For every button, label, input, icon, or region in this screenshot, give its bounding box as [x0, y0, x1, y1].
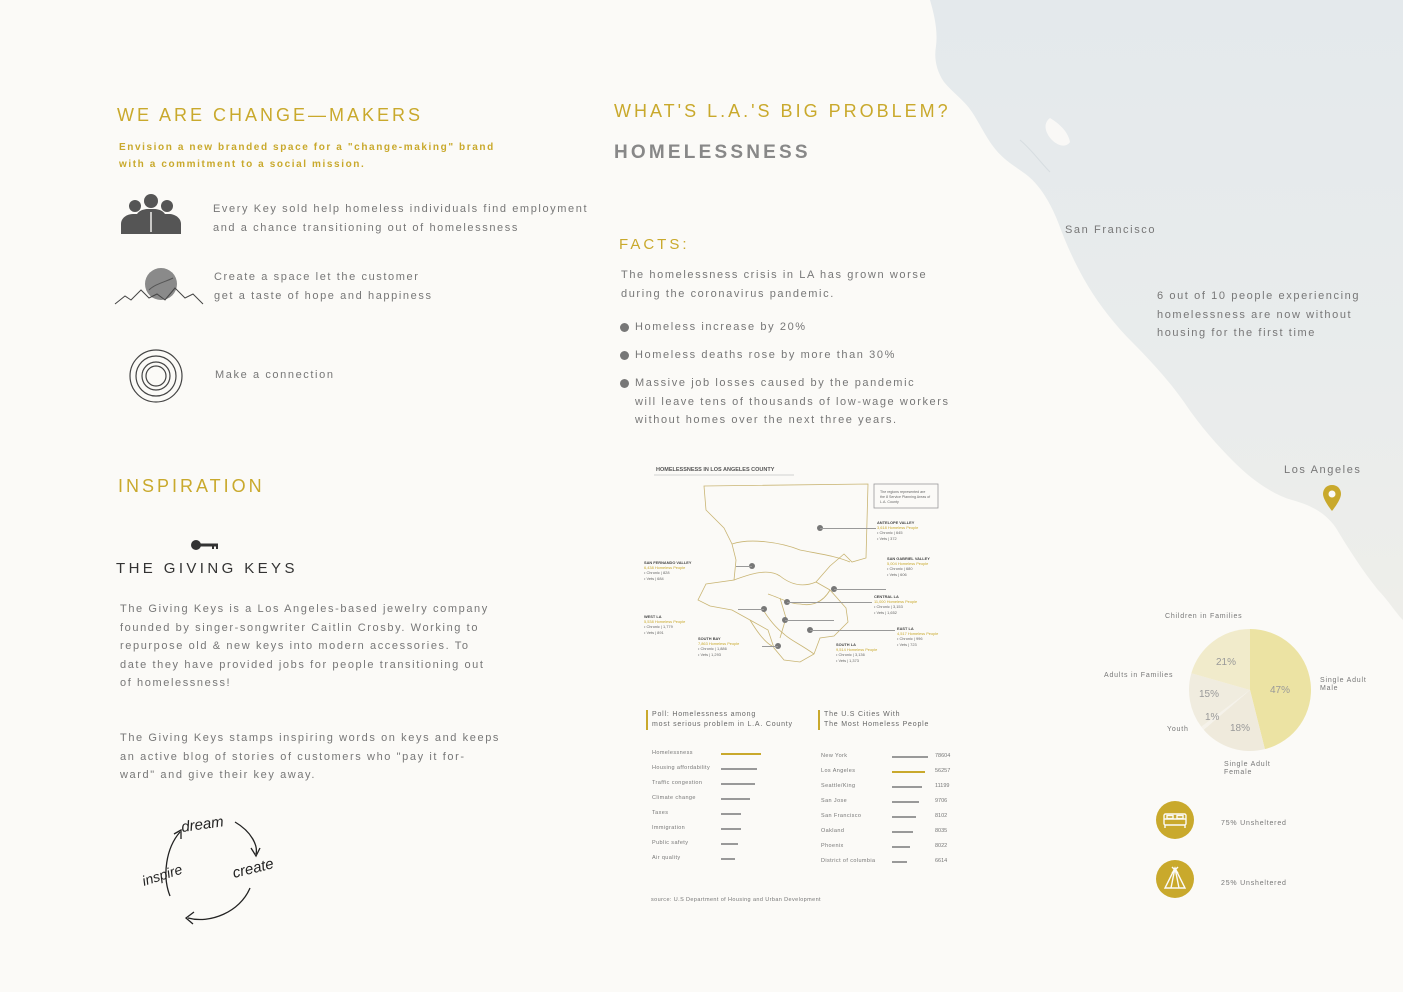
- region-vets: • Vets | 1,652: [874, 609, 897, 615]
- tent-icon: [1156, 860, 1194, 898]
- unsheltered-75: 75% Unsheltered: [1221, 820, 1287, 827]
- region-vets: • Vets | 684: [644, 575, 664, 581]
- label-line: Male: [1320, 685, 1339, 692]
- region-chronic: • Chronic | 645: [877, 530, 903, 536]
- cycle-word-top: dream: [180, 813, 225, 836]
- city-row-label: San Francisco: [821, 813, 862, 819]
- region-vets: • Vets | 891: [644, 629, 664, 635]
- region-people: 11,000 Homeless People: [874, 599, 918, 605]
- city-row-label: Los Angeles: [821, 768, 856, 774]
- point-connection: [215, 366, 335, 385]
- sf-label: San Francisco: [1065, 224, 1157, 236]
- para-line: repurpose old & new keys into modern accessories. To: [120, 640, 470, 652]
- city-row-bar: [892, 831, 913, 833]
- region-chronic: • Chronic | 1,886: [698, 646, 727, 652]
- region-vets: • Vets | 1,373: [836, 657, 859, 663]
- region-people: 5,004 Homeless People: [887, 561, 929, 567]
- region-people: 3,618 Homeless People: [877, 525, 919, 531]
- city-row-label: District of columbia: [821, 858, 876, 864]
- facts-line: during the coronavirus pandemic.: [621, 287, 835, 300]
- region-chronic: • Chronic | 3,153: [874, 604, 903, 610]
- homelessness-title: HOMELESSNESS: [614, 142, 811, 163]
- poll-title-line: most serious problem in L.A. County: [652, 721, 793, 728]
- label-line: Single Adult: [1224, 761, 1271, 768]
- region-name: EAST LA: [897, 626, 914, 631]
- city-row-bar: [892, 846, 910, 848]
- stat-line: homelessness are now without: [1157, 308, 1353, 321]
- para-line: The Giving Keys is a Los Angeles-based jewelry company: [120, 603, 489, 615]
- region-vets: • Vets | 606: [887, 571, 907, 577]
- map-region-label: [897, 626, 938, 647]
- pie-label-youth: Youth: [1167, 726, 1189, 733]
- region-vets: • Vets | 1,293: [698, 651, 721, 657]
- poll-row-bar: [721, 843, 738, 845]
- mountain-sun-icon: [113, 264, 205, 308]
- map-leader-line: [785, 620, 834, 621]
- region-name: ANTELOPE VALLEY: [877, 520, 915, 525]
- map-region-label: [836, 642, 877, 663]
- city-row-value: 9706: [935, 798, 948, 804]
- city-row-bar: [892, 861, 907, 863]
- pie-pct-adults: 15%: [1199, 689, 1220, 700]
- map-title: HOMELESSNESS IN LOS ANGELES COUNTY: [656, 467, 775, 473]
- poll-row-label: Public safety: [652, 840, 689, 846]
- city-row-label: Seattle/King: [821, 783, 856, 789]
- para-line: The Giving Keys stamps inspiring words on keys and keeps: [120, 732, 501, 744]
- poll-row-label: Climate change: [652, 795, 696, 801]
- map-leader-line: [738, 609, 764, 610]
- giving-keys-paragraph-2: [120, 729, 500, 785]
- region-chronic: • Chronic | 1,779: [644, 624, 673, 630]
- giving-keys-brand: THE GIVING KEYS: [116, 560, 298, 577]
- city-row-label: New York: [821, 753, 848, 759]
- fact-bullet: [620, 318, 950, 337]
- pie-label-male: [1320, 677, 1367, 693]
- para-line: ward" and give their key away.: [120, 769, 316, 781]
- stat-line: 6 out of 10 people experiencing: [1157, 290, 1361, 302]
- label-line: Single Adult: [1320, 677, 1367, 684]
- bullet-line: without homes over the next three years.: [635, 414, 898, 426]
- poll-row-label: Homelessness: [652, 750, 693, 756]
- cycle-word-right: create: [230, 855, 276, 882]
- legend-line: The regions represented are: [880, 490, 926, 494]
- poll-row-label: Housing affordability: [652, 765, 711, 771]
- region-people: 4,517 Homeless People: [897, 631, 939, 637]
- bullet-dot: [620, 351, 629, 360]
- region-chronic: • Chronic | 3,136: [836, 652, 865, 658]
- location-pin-icon: [1322, 484, 1342, 512]
- region-people: 6,438 Homeless People: [644, 565, 686, 571]
- cities-title: [818, 710, 929, 730]
- map-leader-line: [787, 602, 872, 603]
- bullet-dot: [620, 379, 629, 388]
- key-icon: [190, 538, 220, 552]
- cycle-word-left: inspire: [140, 860, 185, 889]
- poll-title: [646, 710, 793, 730]
- region-name: CENTRAL LA: [874, 594, 899, 599]
- poll-row-bar: [721, 828, 741, 830]
- point-hope: [214, 268, 433, 305]
- city-row-bar: [892, 801, 919, 803]
- giving-keys-paragraph-1: [120, 600, 489, 693]
- para-line: date they have provided jobs for people transitioning out: [120, 658, 485, 671]
- fact-bullet: [620, 346, 950, 365]
- city-row-value: 6614: [935, 858, 948, 864]
- region-chronic: • Chronic | 680: [887, 566, 913, 572]
- facts-line: The homelessness crisis in LA has grown worse: [621, 269, 928, 281]
- map-region-label: [887, 556, 930, 577]
- poll-row-bar: [721, 798, 750, 800]
- big-problem-title: WHAT'S L.A.'S BIG PROBLEM?: [614, 101, 951, 121]
- city-row-label: Phoenix: [821, 843, 844, 849]
- bullet-line: Massive job losses caused by the pandemic: [635, 377, 916, 389]
- map-region-label: [877, 520, 918, 541]
- region-chronic: • Chronic | 828: [644, 570, 670, 576]
- poll-row-bar: [721, 783, 755, 785]
- city-row-value: 8022: [935, 843, 948, 849]
- region-name: WEST LA: [644, 614, 662, 619]
- stat-first-time: [1157, 287, 1360, 343]
- region-name: SOUTH BAY: [698, 636, 721, 641]
- map-overlay: [640, 458, 950, 672]
- map-leader-line: [810, 630, 895, 631]
- facts-title: FACTS:: [619, 236, 690, 253]
- city-row-label: Oakland: [821, 828, 845, 834]
- region-name: SOUTH LA: [836, 642, 856, 647]
- region-people: 7,863 Homeless People: [698, 641, 740, 647]
- map-leader-line: [820, 528, 876, 529]
- city-row-value: 56257: [935, 768, 951, 774]
- poll-row-label: Air quality: [652, 855, 681, 861]
- concentric-circles-icon: [128, 348, 184, 404]
- point-line: and a chance transitioning out of homelessness: [213, 221, 519, 234]
- city-row-value: 78604: [935, 753, 951, 759]
- cities-chart: [818, 710, 958, 880]
- city-row-bar: [892, 816, 916, 818]
- region-vets: • Vets | 723: [897, 641, 917, 647]
- pie-chart: [1100, 608, 1380, 783]
- bullet-line: will leave tens of thousands of low-wage workers: [635, 395, 950, 408]
- region-vets: • Vets | 372: [877, 535, 897, 541]
- poll-row-label: Immigration: [652, 825, 686, 831]
- poll-row-bar: [721, 858, 735, 860]
- facts-intro: [621, 266, 927, 303]
- point-line: Every Key sold help homeless individuals find employment: [213, 203, 589, 215]
- legend-line: L.A. County: [880, 500, 899, 504]
- point-line: Create a space let the customer: [214, 271, 420, 283]
- city-row-bar: [892, 756, 928, 758]
- people-icon: [119, 192, 183, 236]
- legend-line: the 8 Service Planning Areas of: [880, 495, 931, 499]
- para-line: of homelessness!: [120, 677, 232, 689]
- data-source: source: U.S Department of Housing and Urban Development: [651, 897, 821, 903]
- pie-pct-youth: 1%: [1205, 712, 1220, 723]
- region-people: 5,538 Homeless People: [644, 619, 686, 625]
- subtitle-line: Envision a new branded space for a "change-making" brand: [119, 142, 495, 153]
- pie-label-adults: Adults in Families: [1104, 672, 1174, 679]
- city-row-bar: [892, 786, 922, 788]
- subtitle-line: with a commitment to a social mission.: [119, 159, 366, 170]
- city-row-label: San Jose: [821, 798, 848, 804]
- map-region-label: [644, 614, 685, 635]
- region-people: 9,514 Homeless People: [836, 647, 878, 653]
- city-row-value: 8035: [935, 828, 948, 834]
- pie-label-female: [1224, 761, 1271, 777]
- bullet-line: Homeless increase by 20%: [635, 321, 807, 333]
- city-row-bar: [892, 771, 925, 773]
- stat-line: housing for the first time: [1157, 327, 1316, 339]
- map-leader-line: [736, 566, 752, 567]
- point-employment: [213, 200, 588, 237]
- pie-pct-children: 21%: [1216, 657, 1237, 668]
- change-makers-subtitle: [119, 139, 495, 173]
- region-chronic: • Chronic | 996: [897, 636, 923, 642]
- bullet-line: Homeless deaths rose by more than 30%: [635, 349, 896, 361]
- la-label: Los Angeles: [1284, 464, 1362, 476]
- map-region-label: [644, 560, 691, 581]
- map-leader-line: [834, 589, 886, 590]
- para-line: founded by singer-songwriter Caitlin Crosby. Working to: [120, 621, 480, 634]
- pie-pct-male: 47%: [1270, 685, 1291, 696]
- poll-row-bar: [721, 813, 741, 815]
- poll-row-label: Taxes: [652, 810, 669, 816]
- region-name: SAN FERNANDO VALLEY: [644, 560, 692, 565]
- fact-bullet: [620, 374, 950, 430]
- city-row-value: 11199: [935, 783, 950, 789]
- pie-pct-female: 18%: [1230, 723, 1251, 734]
- point-line: get a taste of hope and happiness: [214, 289, 433, 302]
- map-region-label: [874, 594, 917, 615]
- map-region-label: [698, 636, 739, 657]
- point-line: Make a connection: [215, 369, 335, 381]
- bed-icon: [1156, 801, 1194, 839]
- poll-row-label: Traffic congestion: [652, 780, 703, 786]
- cities-title-line: The U.S Cities With: [824, 711, 901, 718]
- pie-label-children: Children in Families: [1165, 613, 1243, 620]
- poll-chart: [646, 710, 806, 880]
- inspiration-title: INSPIRATION: [118, 476, 265, 496]
- cities-title-line: The Most Homeless People: [824, 721, 930, 728]
- city-row-value: 8102: [935, 813, 948, 819]
- change-makers-title: WE ARE CHANGE—MAKERS: [117, 105, 424, 125]
- map-leader-line: [762, 646, 778, 647]
- para-line: an active blog of stories of customers who "pay it for-: [120, 750, 466, 763]
- bullet-dot: [620, 323, 629, 332]
- dream-create-inspire-cycle: [140, 808, 285, 928]
- poll-row-bar: [721, 753, 761, 755]
- unsheltered-25: 25% Unsheltered: [1221, 880, 1287, 887]
- poll-row-bar: [721, 768, 757, 770]
- label-line: Female: [1224, 769, 1253, 776]
- region-name: SAN GABRIEL VALLEY: [887, 556, 930, 561]
- poll-title-line: Poll: Homelessness among: [652, 711, 757, 718]
